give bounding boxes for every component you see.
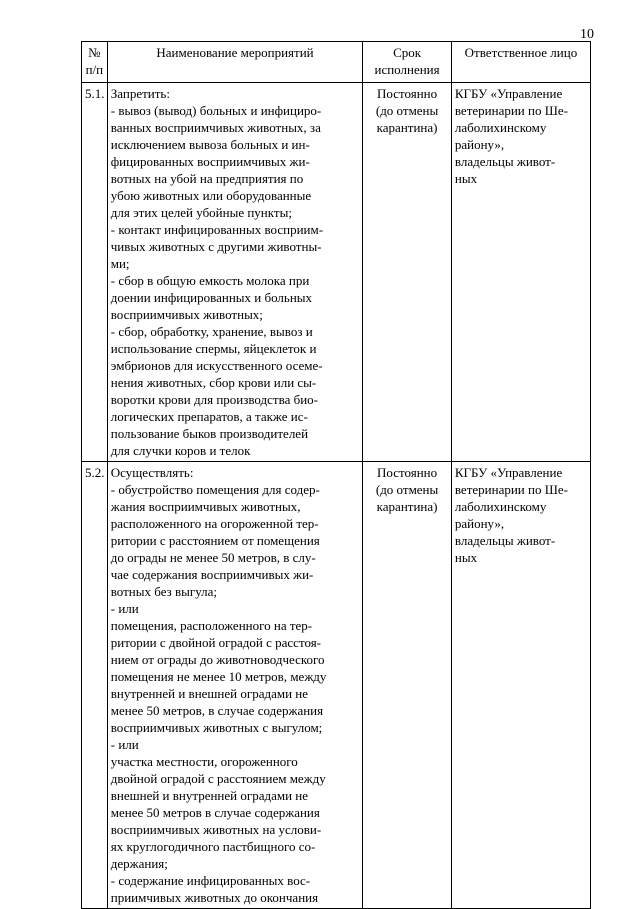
resp-lines-text: району», xyxy=(454,137,505,152)
header-responsible: Ответственное лицо xyxy=(451,42,590,83)
row-number: 5.2. xyxy=(82,462,108,909)
resp-lines-text: КГБУ «Управление xyxy=(454,465,563,480)
lines-text: - содержание инфицированных вос- xyxy=(110,873,311,888)
resp-lines-text: КГБУ «Управление xyxy=(454,86,563,101)
table-header-row xyxy=(82,42,591,83)
lines-text: жания восприимчивых животных, xyxy=(110,499,301,514)
term-lines-text: карантина) xyxy=(376,120,438,135)
lines-text: эмбрионов для искусственного осеме- xyxy=(110,358,323,373)
lines-text: помещения, расположенного на тер- xyxy=(110,618,313,633)
lines-text: приимчивых животных до окончания xyxy=(110,890,319,905)
lines-text: Осуществлять: xyxy=(110,465,194,480)
lines-text: фицированных восприимчивых жи- xyxy=(110,154,310,169)
lines-text: нения животных, сбор крови или сы- xyxy=(110,375,317,390)
lines-text: чивых животных с другими животны- xyxy=(110,239,322,254)
lines-text: для случки коров и телок xyxy=(110,443,251,458)
term-lines-text: (до отмены xyxy=(375,482,439,497)
lines-text: менее 50 метров, в случае содержания xyxy=(110,703,324,718)
lines-text: для этих целей убойные пункты; xyxy=(110,205,292,220)
page-number: 10 xyxy=(580,27,594,42)
lines-text: расположенного на огороженной тер- xyxy=(110,516,319,531)
lines-text: вотных без выгула; xyxy=(110,584,218,599)
measure-description xyxy=(107,83,363,462)
lines-text: - или xyxy=(110,601,139,616)
resp-lines-text: ветеринарии по Ше- xyxy=(454,482,568,497)
lines-text: - вывоз (вывод) больных и инфициро- xyxy=(110,103,322,118)
lines-text: воротки крови для производства био- xyxy=(110,392,319,407)
resp-lines-text: лаболихинскому xyxy=(454,120,547,135)
table-row xyxy=(82,462,591,909)
lines-text: - обустройство помещения для содер- xyxy=(110,482,320,497)
lines-text: ми; xyxy=(110,256,130,271)
measure-description xyxy=(107,462,363,909)
lines-text: двойной оградой с расстоянием между xyxy=(110,771,326,786)
header-term: Срок исполнения xyxy=(363,42,452,83)
lines-text: восприимчивых животных на услови- xyxy=(110,822,322,837)
lines-text: ванных восприимчивых животных, за xyxy=(110,120,321,135)
resp-lines-text: лаболихинскому xyxy=(454,499,547,514)
lines-text: чае содержания восприимчивых жи- xyxy=(110,567,314,582)
lines-text: вотных на убой на предприятия по xyxy=(110,171,304,186)
lines-text: до ограды не менее 50 метров, в слу- xyxy=(110,550,316,565)
lines-text: - контакт инфицированных восприим- xyxy=(110,222,324,237)
term-lines-text: Постоянно xyxy=(377,86,438,101)
lines-text: логических препаратов, а также ис- xyxy=(110,409,308,424)
execution-term xyxy=(363,83,452,462)
table-row xyxy=(82,83,591,462)
lines-text: ритории с двойной оградой с расстоя- xyxy=(110,635,322,650)
header-name: Наименование мероприятий xyxy=(107,42,363,83)
lines-text: - сбор, обработку, хранение, вывоз и xyxy=(110,324,313,339)
lines-text: внешней и внутренней оградами не xyxy=(110,788,309,803)
row-number: 5.1. xyxy=(82,83,108,462)
term-lines-text: карантина) xyxy=(376,499,438,514)
responsible-party xyxy=(451,83,590,462)
lines-text: внутренней и внешней оградами не xyxy=(110,686,309,701)
lines-text: доении инфицированных и больных xyxy=(110,290,313,305)
lines-text: менее 50 метров в случае содержания xyxy=(110,805,320,820)
lines-text: - сбор в общую емкость молока при xyxy=(110,273,310,288)
responsible-party xyxy=(451,462,590,909)
execution-term xyxy=(363,462,452,909)
lines-text: ритории с расстоянием от помещения xyxy=(110,533,320,548)
resp-lines-text: владельцы живот- xyxy=(454,533,556,548)
resp-lines-text: ных xyxy=(454,550,478,565)
resp-lines-text: ных xyxy=(454,171,478,186)
lines-text: убою животных или оборудованные xyxy=(110,188,312,203)
lines-text: помещения не менее 10 метров, между xyxy=(110,669,327,684)
measures-table xyxy=(81,41,591,909)
lines-text: участка местности, огороженного xyxy=(110,754,298,769)
term-lines-text: (до отмены xyxy=(375,103,439,118)
lines-text: ях круглогодичного пастбищного со- xyxy=(110,839,316,854)
resp-lines-text: ветеринарии по Ше- xyxy=(454,103,568,118)
lines-text: пользование быков производителей xyxy=(110,426,309,441)
resp-lines-text: владельцы живот- xyxy=(454,154,556,169)
lines-text: использование спермы, яйцеклеток и xyxy=(110,341,317,356)
resp-lines-text: району», xyxy=(454,516,505,531)
header-num: № п/п xyxy=(82,42,108,83)
lines-text: держания; xyxy=(110,856,168,871)
term-lines-text: Постоянно xyxy=(377,465,438,480)
lines-text: нием от ограды до животноводческого xyxy=(110,652,325,667)
lines-text: исключением вывоза больных и ин- xyxy=(110,137,310,152)
lines-text: - или xyxy=(110,737,139,752)
lines-text: восприимчивых животных; xyxy=(110,307,263,322)
lines-text: Запретить: xyxy=(110,86,170,101)
lines-text: восприимчивых животных с выгулом; xyxy=(110,720,323,735)
